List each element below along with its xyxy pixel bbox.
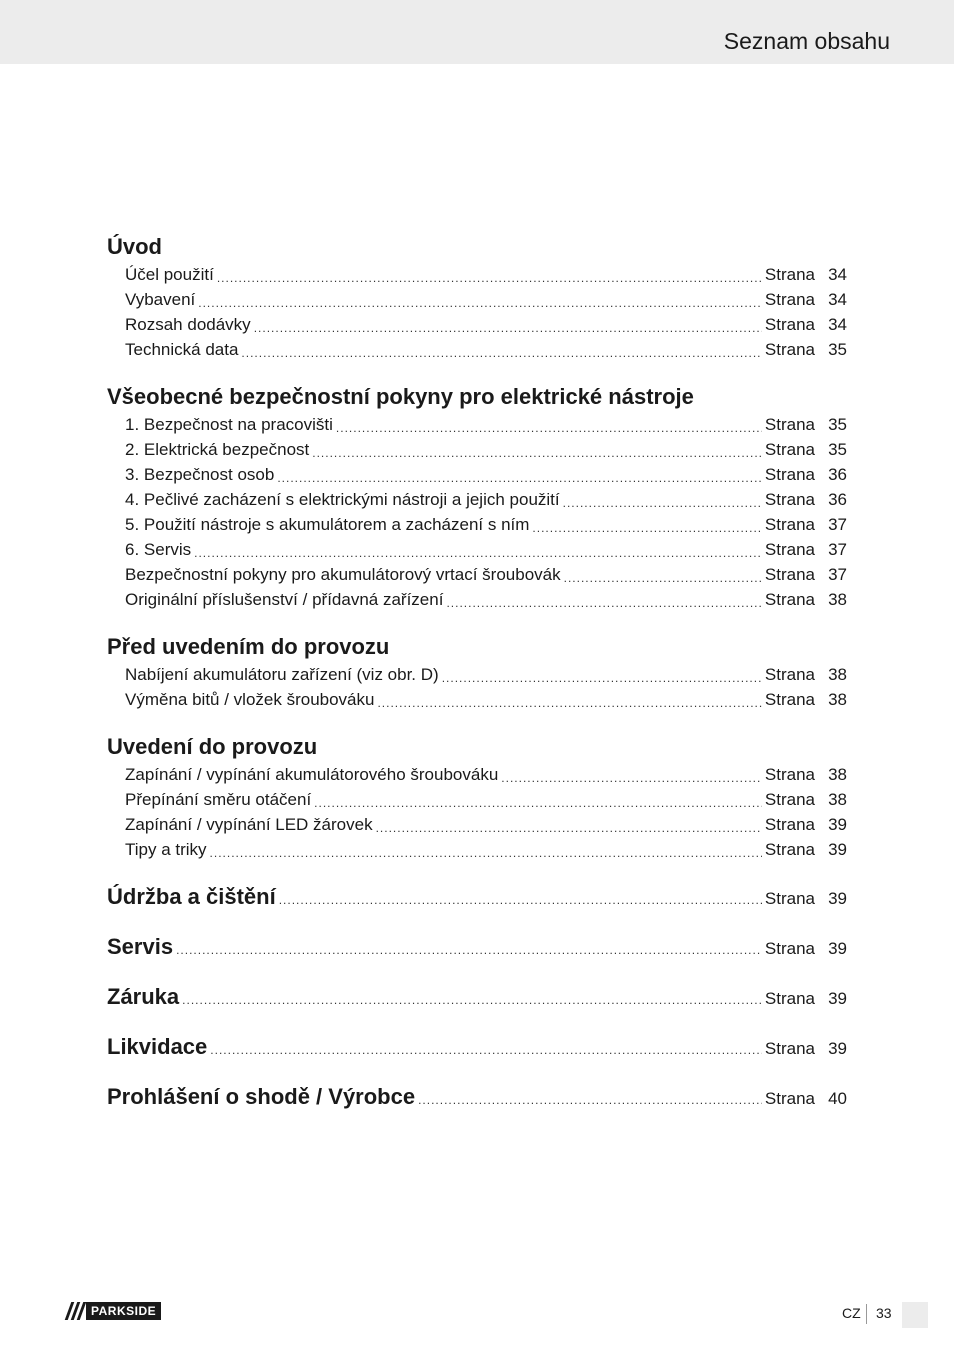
entry-label: 1. Bezpečnost na pracovišti: [125, 415, 333, 434]
entry-strana: Strana: [764, 315, 815, 334]
leader-dots: [376, 819, 762, 837]
leader-dots: [176, 941, 762, 959]
entry-label: Záruka: [107, 984, 180, 1009]
entry-label: 5. Použití nástroje s akumulátorem a zacházení s ním: [125, 515, 530, 534]
entry-page: 38: [828, 690, 847, 709]
section-heading: Úvod: [107, 234, 162, 259]
entry-strana: Strana: [764, 1089, 815, 1108]
entry-strana: Strana: [764, 340, 815, 359]
entry-strana: Strana: [764, 290, 815, 309]
entry-label: Likvidace: [107, 1034, 208, 1059]
section-heading: Uvedení do provozu: [107, 734, 318, 759]
entry-strana: Strana: [764, 540, 815, 559]
leader-dots: [442, 669, 762, 687]
footer-language: CZ: [842, 1305, 861, 1321]
toc-entry[interactable]: [125, 462, 847, 487]
entry-label: Prohlášení o shodě / Výrobce: [107, 1084, 416, 1109]
footer-divider: [866, 1304, 867, 1324]
entry-strana: Strana: [764, 565, 815, 584]
entry-label: Rozsah dodávky: [125, 315, 251, 334]
entry-label: 6. Servis: [125, 540, 192, 559]
leader-dots: [446, 594, 761, 612]
toc-top-entry-disposal[interactable]: [107, 1032, 847, 1062]
entry-page: 39: [828, 889, 847, 908]
toc-entry[interactable]: [125, 287, 847, 312]
section-heading: Před uvedením do provozu: [107, 634, 390, 659]
leader-dots: [194, 544, 762, 562]
leader-dots: [532, 519, 761, 537]
toc-entry[interactable]: [125, 412, 847, 437]
entry-strana: Strana: [764, 265, 815, 284]
table-of-contents: [107, 232, 847, 1132]
toc-section-before-use: [107, 632, 847, 712]
entry-page: 34: [828, 265, 847, 284]
leader-dots: [241, 344, 762, 362]
entry-label: Tipy a triky: [125, 840, 207, 859]
entry-page: 38: [828, 590, 847, 609]
toc-top-entry-declaration[interactable]: [107, 1082, 847, 1112]
entry-label: Nabíjení akumulátoru zařízení (viz obr. D): [125, 665, 439, 684]
toc-entry[interactable]: [125, 662, 847, 687]
toc-entry[interactable]: [125, 587, 847, 612]
entry-strana: Strana: [764, 790, 815, 809]
entry-strana: Strana: [764, 989, 815, 1008]
entry-label: Vybavení: [125, 290, 196, 309]
toc-entry[interactable]: [125, 537, 847, 562]
toc-entry[interactable]: [125, 837, 847, 862]
entry-label: Zapínání / vypínání akumulátorového šroubováku: [125, 765, 499, 784]
leader-dots: [217, 269, 762, 287]
leader-dots: [314, 794, 762, 812]
toc-entry[interactable]: [125, 487, 847, 512]
toc-entry[interactable]: [125, 437, 847, 462]
entry-strana: Strana: [764, 889, 815, 908]
toc-top-entry-maintenance[interactable]: [107, 882, 847, 912]
entry-page: 34: [828, 315, 847, 334]
entry-page: 39: [828, 1039, 847, 1058]
toc-top-entry-service[interactable]: [107, 932, 847, 962]
entry-page: 36: [828, 465, 847, 484]
entry-page: 39: [828, 815, 847, 834]
entry-strana: Strana: [764, 490, 815, 509]
leader-dots: [182, 991, 762, 1009]
entry-page: 37: [828, 565, 847, 584]
entry-label: Výměna bitů / vložek šroubováku: [125, 690, 375, 709]
leader-dots: [336, 419, 762, 437]
entry-strana: Strana: [764, 415, 815, 434]
toc-entry[interactable]: [125, 562, 847, 587]
entry-strana: Strana: [764, 590, 815, 609]
toc-section-operation: [107, 732, 847, 862]
entry-page: 39: [828, 989, 847, 1008]
entry-strana: Strana: [764, 840, 815, 859]
toc-top-entry-warranty[interactable]: [107, 982, 847, 1012]
entry-label: 2. Elektrická bezpečnost: [125, 440, 310, 459]
logo-slashes-icon: [64, 1302, 86, 1320]
entry-strana: Strana: [764, 939, 815, 958]
toc-entry[interactable]: [125, 787, 847, 812]
page-title: Seznam obsahu: [723, 28, 890, 54]
entry-label: Bezpečnostní pokyny pro akumulátorový vrtací šroubovák: [125, 565, 561, 584]
leader-dots: [277, 469, 762, 487]
leader-dots: [418, 1091, 762, 1109]
entry-label: Účel použití: [125, 265, 214, 284]
toc-section-safety: [107, 382, 847, 612]
entry-page: 35: [828, 415, 847, 434]
entry-strana: Strana: [764, 690, 815, 709]
entry-label: Technická data: [125, 340, 239, 359]
leader-dots: [563, 494, 762, 512]
toc-section-uvod: [107, 232, 847, 362]
entry-page: 37: [828, 540, 847, 559]
leader-dots: [210, 1041, 762, 1059]
entry-strana: Strana: [764, 1039, 815, 1058]
leader-dots: [501, 769, 762, 787]
toc-entry[interactable]: [125, 812, 847, 837]
entry-strana: Strana: [764, 815, 815, 834]
entry-strana: Strana: [764, 515, 815, 534]
toc-entry[interactable]: [125, 312, 847, 337]
entry-strana: Strana: [764, 765, 815, 784]
toc-entry[interactable]: [125, 262, 847, 287]
leader-dots: [198, 294, 762, 312]
entry-page: 38: [828, 790, 847, 809]
footer-page-number: 33: [876, 1305, 892, 1321]
leader-dots: [279, 891, 762, 909]
entry-page: 37: [828, 515, 847, 534]
section-heading: Všeobecné bezpečnostní pokyny pro elektrické nástroje: [107, 384, 694, 409]
entry-label: Zapínání / vypínání LED žárovek: [125, 815, 373, 834]
entry-label: 3. Bezpečnost osob: [125, 465, 275, 484]
toc-entry[interactable]: [125, 337, 847, 362]
entry-label: Přepínání směru otáčení: [125, 790, 312, 809]
entry-strana: Strana: [764, 665, 815, 684]
entry-page: 40: [828, 1089, 847, 1108]
toc-entry[interactable]: [125, 512, 847, 537]
footer-tab-marker: [902, 1302, 928, 1328]
leader-dots: [210, 844, 762, 862]
toc-entry[interactable]: [125, 687, 847, 712]
entry-page: 38: [828, 665, 847, 684]
entry-label: 4. Pečlivé zacházení s elektrickými nástroji a jejich použití: [125, 490, 560, 509]
entry-page: 39: [828, 840, 847, 859]
entry-label: Originální příslušenství / přídavná zařízení: [125, 590, 444, 609]
entry-page: 35: [828, 340, 847, 359]
logo-text: PARKSIDE: [86, 1302, 161, 1320]
parkside-logo: [64, 1302, 176, 1320]
entry-label: Servis: [107, 934, 174, 959]
entry-page: 34: [828, 290, 847, 309]
leader-dots: [312, 444, 762, 462]
entry-page: 39: [828, 939, 847, 958]
leader-dots: [564, 569, 762, 587]
entry-label: Údržba a čištění: [107, 884, 276, 909]
leader-dots: [377, 694, 761, 712]
entry-strana: Strana: [764, 440, 815, 459]
entry-page: 38: [828, 765, 847, 784]
entry-page: 35: [828, 440, 847, 459]
toc-entry[interactable]: [125, 762, 847, 787]
leader-dots: [254, 319, 762, 337]
entry-page: 36: [828, 490, 847, 509]
entry-strana: Strana: [764, 465, 815, 484]
